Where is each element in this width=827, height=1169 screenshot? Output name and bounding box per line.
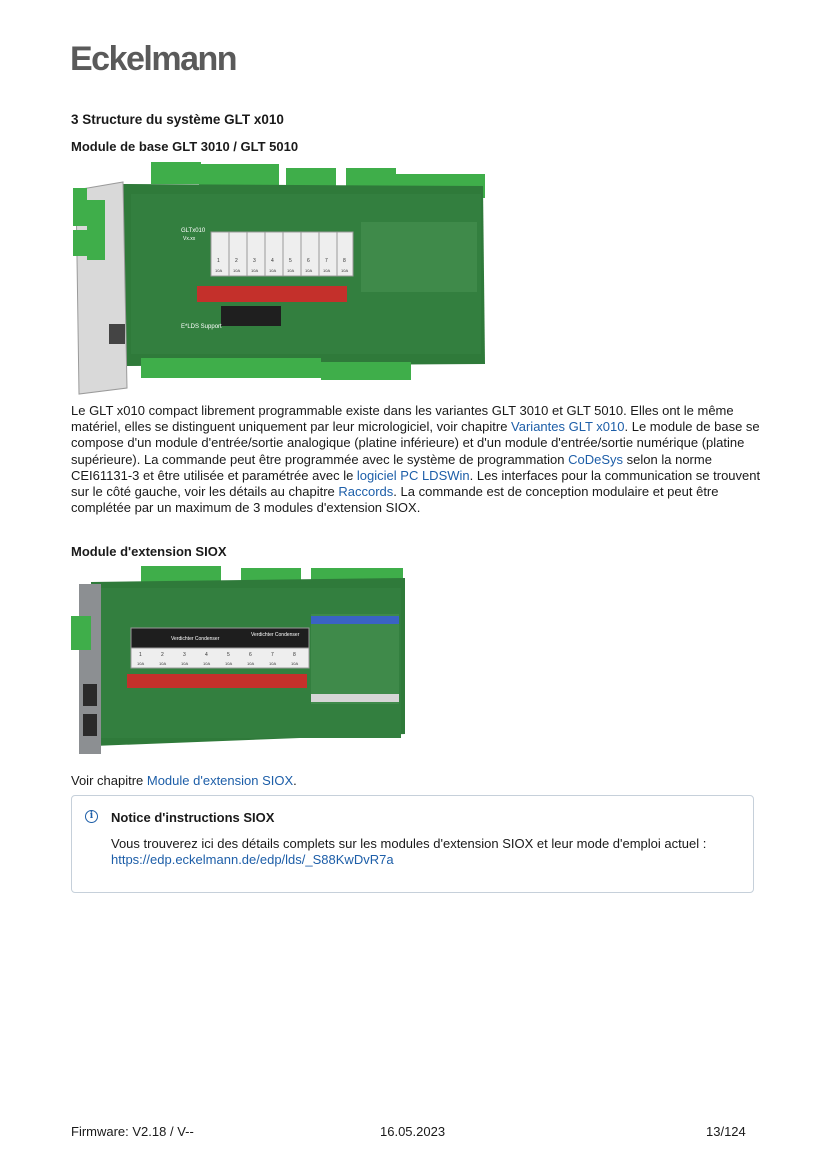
relay-number: 8 [293, 652, 296, 658]
relay-number: 4 [205, 652, 208, 658]
port [83, 714, 97, 736]
base-module-heading: Module de base GLT 3010 / GLT 5010 [71, 139, 299, 154]
terminal-block [321, 362, 411, 380]
link-siox-module[interactable]: Module d'extension SIOX [146, 773, 294, 788]
section-title-text: Structure du système GLT x010 [82, 112, 284, 127]
relay-rating: 10A [269, 661, 277, 666]
notice-text: Vous trouverez ici des détails complets sur les modules d'extension SIOX et leur mode d'emploi actuel : [111, 836, 707, 851]
fuse-row [197, 286, 347, 302]
relay-number: 5 [289, 258, 292, 264]
relay-number: 3 [253, 258, 256, 264]
relay-number: 5 [227, 652, 230, 658]
support-label: E*LDS Support [181, 324, 222, 330]
terminal-block [141, 358, 321, 378]
siox-module-heading: Module d'extension SIOX [71, 544, 227, 559]
notice-box [71, 795, 754, 893]
see-chapter-line [71, 773, 761, 789]
terminal-block [73, 188, 87, 226]
link-ldswin[interactable]: logiciel PC LDSWin [356, 467, 470, 483]
port [83, 684, 97, 706]
terminal-block [151, 162, 201, 184]
relay-rating: 10A [247, 661, 255, 666]
relay-number: 3 [183, 652, 186, 658]
relay-number: 1 [217, 258, 220, 264]
connector-strip [311, 616, 399, 624]
relay-rating: 10A [215, 268, 223, 273]
section-number: 3 [71, 112, 79, 127]
section-title [71, 112, 284, 127]
relay-number: 2 [235, 258, 238, 264]
relay-rating: 10A [291, 661, 299, 666]
footer-date: 16.05.2023 [380, 1124, 446, 1139]
relay-rating: 10A [269, 268, 277, 273]
relay-number: 4 [271, 258, 274, 264]
relay-rating: 10A [137, 661, 145, 666]
relay-rating: 10A [203, 661, 211, 666]
relay-rating: 10A [233, 268, 241, 273]
paragraph-text: . La commande est de conception modulaire et peut être complétée par un maximum de 3 modules d'extension SIOX. [71, 484, 719, 516]
component-area [361, 222, 477, 292]
relay-rating: 10A [159, 661, 167, 666]
terminal-block [199, 164, 279, 186]
relay-rating: 10A [181, 661, 189, 666]
paragraph-text: . Le module de base se compose d'un module d'entrée/sortie analogique (platine inférieure) et d'un module d'entrée/sortie numérique (platine supérieure). La commande peut être programmée avec le système de programmation [71, 419, 760, 467]
info-icon: i [85, 810, 98, 823]
board-label: GLTx010 [181, 228, 206, 234]
paragraph-text: Le GLT x010 compact librement programmable existe dans les variantes GLT 3010 et GLT 5010. Elles ont le même matériel, elles se distinguent uniquement par leur micrologiciel, voir chapitre [71, 403, 734, 435]
base-module-image [71, 160, 487, 396]
notice-body [111, 836, 731, 868]
see-chapter-end: . [293, 773, 297, 788]
notice-url-link[interactable]: https://edp.eckelmann.de/edp/lds/_S88KwDvR7a [111, 852, 394, 867]
relay-number: 1 [139, 652, 142, 658]
paragraph-text: selon la norme CEI61131-3 et être utilisée et paramétrée avec le [71, 451, 712, 483]
siox-module-image [71, 564, 407, 758]
relay-rating: 10A [251, 268, 259, 273]
connector-strip [311, 694, 399, 702]
relay-number: 7 [325, 258, 328, 264]
relay-rating: 10A [323, 268, 331, 273]
terminal-block [87, 200, 105, 260]
footer-page: 13/124 [706, 1124, 746, 1139]
relay-number: 8 [343, 258, 346, 264]
label-right: Verdichter Condenser [251, 632, 300, 638]
terminal-block [73, 230, 87, 256]
relay-number: 6 [249, 652, 252, 658]
relay-number: 6 [307, 258, 310, 264]
link-codesys[interactable]: CoDeSys [568, 451, 624, 467]
link-raccords[interactable]: Raccords [338, 484, 394, 500]
relay-number: 2 [161, 652, 164, 658]
relay-rating: 10A [287, 268, 295, 273]
relay-rating: 10A [341, 268, 349, 273]
label-left: Verdichter Condenser [171, 636, 220, 642]
terminal-block [71, 616, 91, 650]
component-area [311, 614, 399, 704]
board-version: Vx.xx [183, 236, 196, 242]
link-variantes[interactable]: Variantes GLT x010 [511, 419, 625, 435]
ic-chip [221, 306, 281, 326]
footer-firmware: Firmware: V2.18 / V-- [71, 1124, 194, 1139]
paragraph-text: . Les interfaces pour la communication se trouvent sur le côté gauche, voir les détails au chapitre [71, 467, 761, 500]
notice-title: Notice d'instructions SIOX [111, 810, 275, 825]
eckelmann-logo: Eckelmann [70, 40, 237, 78]
fuse-row [127, 674, 307, 688]
base-module-paragraph [71, 403, 761, 516]
relay-rating: 10A [225, 661, 233, 666]
relay-number: 7 [271, 652, 274, 658]
rj45-port [109, 324, 125, 344]
see-chapter-text: Voir chapitre [71, 773, 147, 788]
relay-rating: 10A [305, 268, 313, 273]
